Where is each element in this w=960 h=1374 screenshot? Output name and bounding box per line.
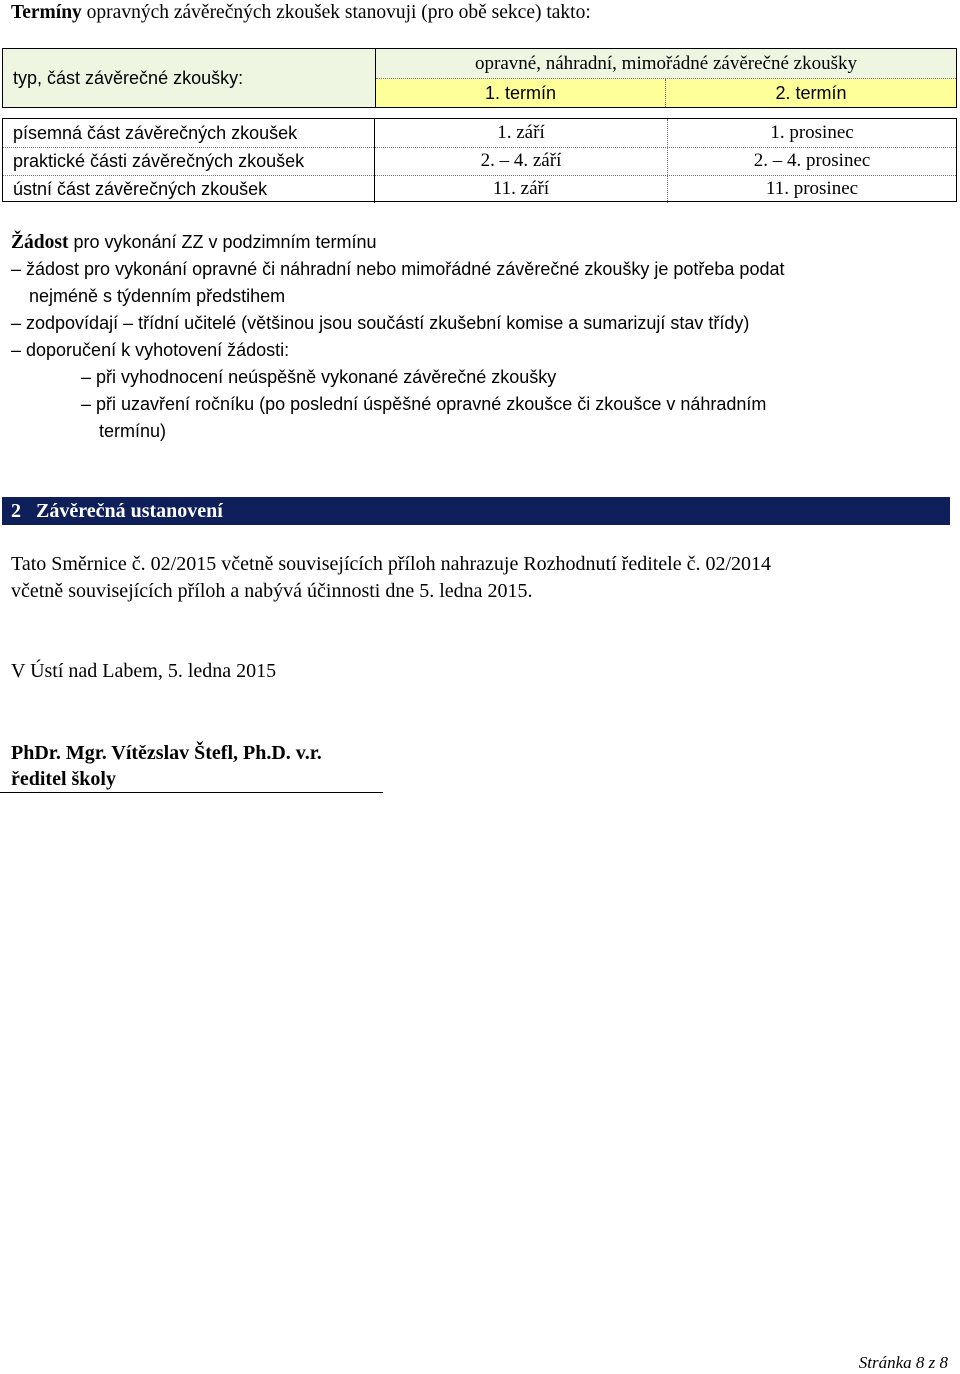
section-number: 2: [11, 500, 21, 522]
exam-part-label: praktické části závěrečných zkoušek: [13, 151, 305, 171]
request-item-continuation: nejméně s týdenním předstihem: [29, 286, 286, 306]
first-term-date: 11. září: [492, 178, 550, 199]
request-subitem-continuation: termínu): [99, 421, 167, 441]
table-row: [3, 175, 956, 203]
table-row: [3, 147, 956, 176]
first-term-date: 2. – 4. září: [480, 150, 562, 171]
request-subitem: – při vyhodnocení neúspěšně vykonané závěrečné zkoušky: [81, 367, 557, 387]
request-title-rest: pro vykonání ZZ v podzimním termínu: [68, 232, 377, 252]
request-title-bold: Žádost: [11, 232, 69, 253]
first-term-date: 1. září: [497, 122, 545, 143]
exam-part-label: ústní část závěrečných zkoušek: [13, 179, 268, 199]
exam-part-label: písemná část závěrečných zkoušek: [13, 123, 298, 143]
request-item: – žádost pro vykonání opravné či náhradní nebo mimořádné závěrečné zkoušky je potřeba podat: [11, 259, 785, 279]
place-date: V Ústí nad Labem, 5. ledna 2015: [11, 660, 277, 682]
page-number: Stránka 8 z 8: [858, 1353, 948, 1372]
second-term-date: 1. prosinec: [770, 122, 854, 143]
term-2-header: 2. termín: [666, 79, 956, 107]
table-row: [3, 119, 956, 148]
signature-underline: [0, 792, 383, 793]
section-title: Závěrečná ustanovení: [36, 500, 223, 522]
row-type-label: typ, část závěrečné zkoušky:: [3, 49, 376, 107]
second-term-date: 2. – 4. prosinec: [753, 150, 871, 171]
final-text-line: včetně souvisejících příloh a nabývá účinnosti dne 5. ledna 2015.: [11, 580, 533, 602]
terms-header-table: [2, 48, 957, 108]
section-heading: [2, 497, 950, 525]
signature-name: PhDr. Mgr. Vítězslav Štefl, Ph.D. v.r.: [11, 742, 322, 764]
request-title: [11, 229, 377, 256]
request-item: – doporučení k vyhotovení žádosti:: [11, 340, 290, 360]
intro-heading-bold: Termíny: [11, 2, 82, 23]
schedule-table: [2, 118, 957, 202]
final-text-line: Tato Směrnice č. 02/2015 včetně souvisejících příloh nahrazuje Rozhodnutí ředitele č. 02/2014: [11, 553, 772, 575]
second-term-date: 11. prosinec: [765, 178, 859, 199]
request-subitem: – při uzavření ročníku (po poslední úspěšné opravné zkoušce či zkoušce v náhradním: [81, 394, 767, 414]
intro-heading-rest: opravných závěrečných zkoušek stanovuji (pro obě sekce) takto:: [81, 2, 591, 23]
signature-role: ředitel školy: [11, 768, 116, 790]
intro-heading: [11, 0, 591, 26]
request-item: – zodpovídají – třídní učitelé (většinou jsou součástí zkušební komise a sumarizují stav třídy): [11, 313, 750, 333]
term-1-header: 1. termín: [376, 79, 666, 107]
exam-group-header: opravné, náhradní, mimořádné závěrečné zkoušky: [376, 49, 956, 79]
